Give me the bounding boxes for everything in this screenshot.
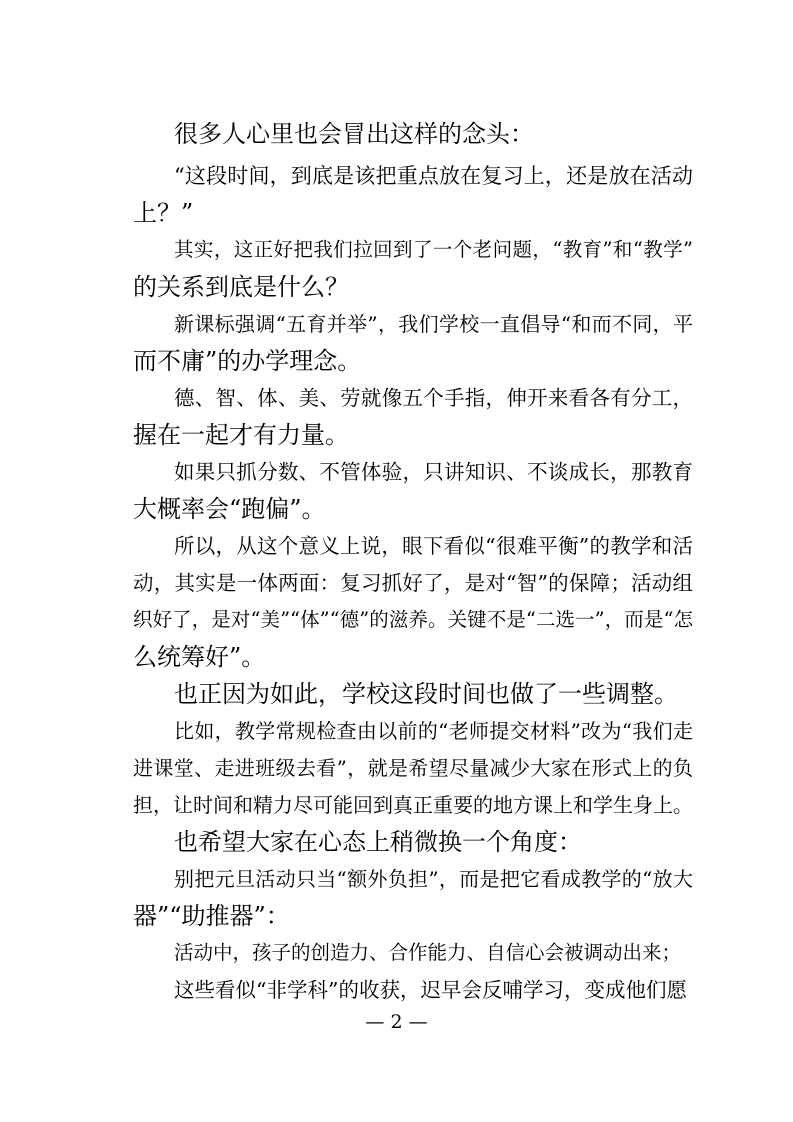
paragraph-11-line-1: 别把元旦活动只当“额外负担”，而是把它看成教学的“放大	[174, 867, 693, 891]
paragraph-1-line-1: 很多人心里也会冒出这样的念头：	[174, 120, 534, 148]
paragraph-7-line-3: 织好了，是对“美”“体”“德”的滋养。关键不是“二选一”，而是“怎	[133, 608, 693, 631]
paragraph-9-line-3: 担，让时间和精力尽可能回到真正重要的地方课上和学生身上。	[133, 793, 693, 817]
paragraph-11-line-2: 器”“助推器”：	[133, 902, 290, 930]
paragraph-5-line-1: 德、智、体、美、劳就像五个手指，伸开来看各有分工，	[174, 386, 693, 410]
paragraph-7-line-1: 所以，从这个意义上说，眼下看似“很难平衡”的教学和活	[174, 534, 693, 558]
paragraph-3-line-2: 的关系到底是什么？	[133, 273, 349, 301]
paragraph-6-line-1: 如果只抓分数、不管体验，只讲知识、不谈成长，那教育	[174, 460, 693, 484]
paragraph-4-line-2: 而不庸”的办学理念。	[133, 347, 362, 375]
paragraph-3-line-1: 其实，这正好把我们拉回到了一个老问题，“教育”和“教学”	[174, 238, 693, 261]
paragraph-13-line-1: 这些看似“非学科”的收获，迟早会反哺学习，变成他们愿	[174, 978, 687, 1002]
paragraph-6-line-2: 大概率会“跑偏”。	[133, 495, 326, 523]
paragraph-2-line-1: “这段时间，到底是该把重点放在复习上，还是放在活动	[174, 164, 693, 188]
paragraph-7-line-2: 动，其实是一体两面：复习抓好了，是对“智”的保障；活动组	[133, 571, 693, 595]
paragraph-4-line-1: 新课标强调“五育并举”，我们学校一直倡导“和而不同，平	[174, 312, 693, 336]
paragraph-10-line-1: 也希望大家在心态上稍微换一个角度：	[174, 828, 582, 856]
paragraph-8-line-1: 也正因为如此，学校这段时间也做了一些调整。	[174, 680, 678, 708]
paragraph-9-line-1: 比如，教学常规检查由以前的“老师提交材料”改为“我们走	[174, 719, 693, 743]
paragraph-7-line-4: 么统筹好”。	[133, 643, 266, 671]
paragraph-2-line-2: 上？”	[133, 199, 194, 227]
paragraph-9-line-2: 进课堂、走进班级去看”，就是希望尽量减少大家在形式上的负	[133, 756, 693, 780]
paragraph-5-line-2: 握在一起才有力量。	[133, 421, 349, 449]
page-number: — 2 —	[365, 1011, 428, 1033]
paragraph-12-line-1: 活动中，孩子的创造力、合作能力、自信心会被调动出来；	[174, 941, 682, 964]
